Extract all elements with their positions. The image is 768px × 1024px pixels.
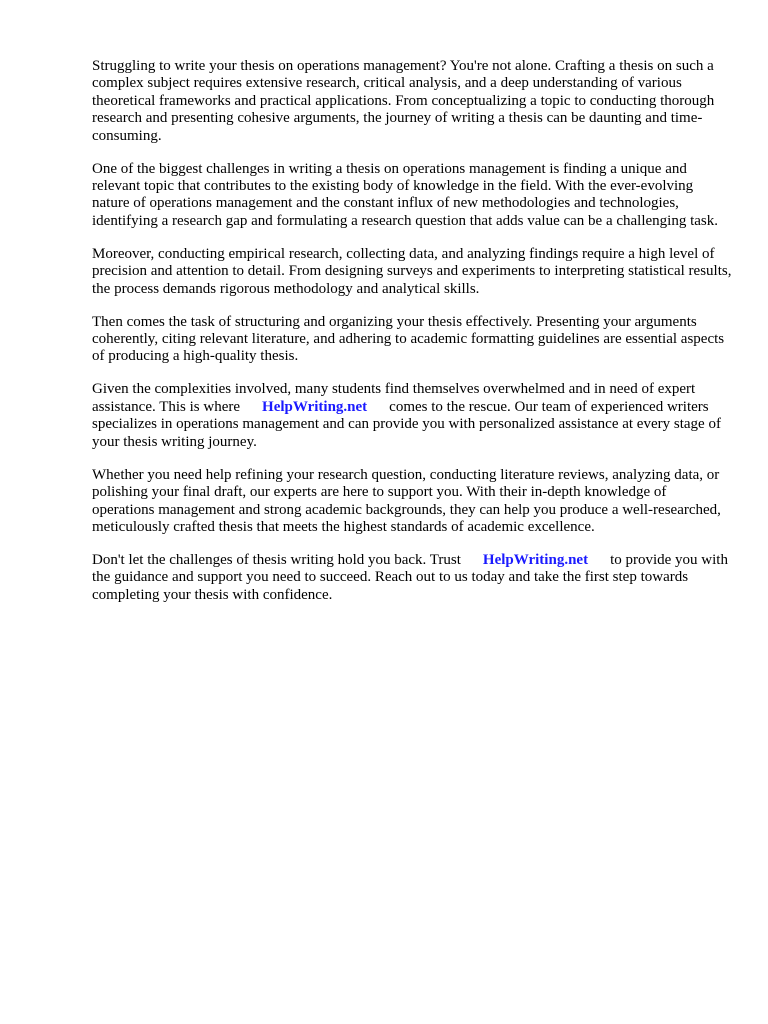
helpwriting-link-closing[interactable]: HelpWriting.net: [482, 551, 589, 568]
paragraph-intro: Struggling to write your thesis on operations management? You're not alone. Crafting a thesis on such a complex subject requires extensive research, critical analysis, and a deep understanding of various theoretical frameworks and practical applications. From conceptualizing a topic to conducting thorough research and presenting cohesive arguments, the journey of writing a thesis can be daunting and time-consuming.: [92, 58, 715, 144]
paragraph-closing: [92, 552, 732, 604]
paragraph-assistance-text-before: Given the complexities involved, many students find themselves overwhelmed and in need of expert assistance. This is where: [92, 381, 696, 415]
paragraph-assistance-text-after: comes to the rescue. Our team of experienced writers specializes in operations management and can provide you with personalized assistance at every stage of your thesis writing journey.: [92, 398, 721, 450]
helpwriting-link[interactable]: HelpWriting.net: [262, 398, 368, 415]
paragraph-support: Whether you need help refining your research question, conducting literature reviews, analyzing data, or polishing your final draft, our experts are here to support you. With their in-depth knowledge of operations management and strong academic backgrounds, they can help you produce a well-researched, meticulously crafted thesis that meets the highest standards of academic excellence.: [92, 466, 721, 535]
paragraph-assistance: [92, 381, 732, 451]
paragraph-research: Moreover, conducting empirical research, collecting data, and analyzing findings require a high level of precision and attention to detail. From designing surveys and experiments to interpreting statistical results, the process demands rigorous methodology and analytical skills.: [92, 245, 732, 297]
document-body: [92, 58, 732, 620]
paragraph-topic-challenge: One of the biggest challenges in writing a thesis on operations management is finding a unique and relevant topic that contributes to the existing body of knowledge in the field. With the ever-evolving nature of operations management and the constant influx of new methodologies and technologies, identifying a research gap and formulating a research question that adds value can be a challenging task.: [92, 160, 719, 229]
paragraph-closing-text-before: Don't let the challenges of thesis writing hold you back. Trust: [92, 551, 461, 568]
paragraph-closing-text-after: to provide you with the guidance and support you need to succeed. Reach out to us today and take the first step towards completing your thesis with confidence.: [92, 551, 728, 603]
paragraph-structure: Then comes the task of structuring and organizing your thesis effectively. Presenting your arguments coherently, citing relevant literature, and adhering to academic formatting guidelines are essential aspects of producing a high-quality thesis.: [92, 313, 725, 365]
